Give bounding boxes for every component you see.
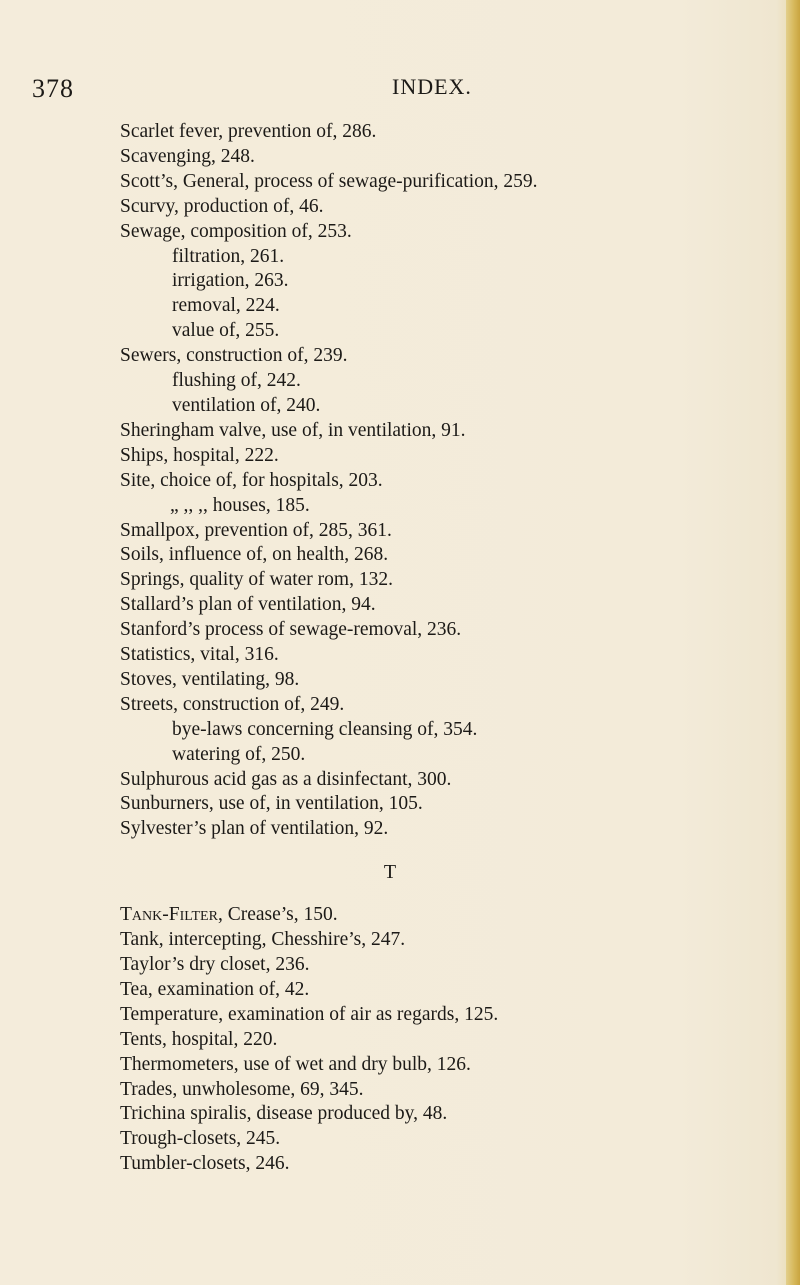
index-entry: Sewers, construction of, 239. — [120, 345, 348, 367]
index-entry: Temperature, examination of air as regards, 125. — [120, 1003, 499, 1025]
index-subentry: flushing of, 242. — [172, 370, 301, 392]
running-head: INDEX. — [392, 74, 472, 99]
index-entry: Tank, intercepting, Chesshire’s, 247. — [120, 929, 406, 951]
index-subentry: filtration, 261. — [172, 245, 285, 267]
index-entry: Sunburners, use of, in ventilation, 105. — [120, 793, 423, 815]
index-entry: Scavenging, 248. — [120, 145, 255, 167]
index-entry: Stanford’s process of sewage-removal, 236. — [120, 619, 462, 641]
index-entry: Tents, hospital, 220. — [120, 1028, 278, 1050]
index-entry: Stallard’s plan of ventilation, 94. — [120, 594, 376, 616]
index-entry: Sulphurous acid gas as a disinfectant, 300. — [120, 768, 452, 790]
index-subentry: irrigation, 263. — [172, 270, 289, 292]
index-entry: Trichina spiralis, disease produced by, 48. — [120, 1103, 448, 1125]
page-header — [0, 74, 800, 104]
index-entry: Smallpox, prevention of, 285, 361. — [120, 519, 392, 541]
index-ditto-entry: „ ,, ,, houses, 185. — [170, 494, 310, 516]
index-entry: Sewage, composition of, 253. — [120, 220, 352, 242]
entry-head-smallcaps: Tank-Filter, — [120, 904, 223, 926]
page-number: 378 — [32, 74, 74, 103]
index-entry — [120, 903, 780, 928]
index-entry: Scott’s, General, process of sewage-purification, 259. — [120, 170, 538, 192]
index-entry: Ships, hospital, 222. — [120, 444, 279, 466]
index-entry: Trades, unwholesome, 69, 345. — [120, 1078, 364, 1100]
index-entry: Trough-closets, 245. — [120, 1128, 281, 1150]
index-subentry: ventilation of, 240. — [172, 394, 321, 416]
index-entry: Sheringham valve, use of, in ventilation, 91. — [120, 419, 466, 441]
index-entry: Tea, examination of, 42. — [120, 978, 310, 1000]
index-entry: Scurvy, production of, 46. — [120, 195, 324, 217]
page-edge — [786, 0, 800, 1285]
index-entry: Site, choice of, for hospitals, 203. — [120, 469, 383, 491]
index-entry: Statistics, vital, 316. — [120, 644, 279, 666]
entry-rest: Crease’s, 150. — [222, 904, 338, 926]
index-entry: Stoves, ventilating, 98. — [120, 668, 300, 690]
index-entry: Springs, quality of water rom, 132. — [120, 569, 393, 591]
index-entry: Scarlet fever, prevention of, 286. — [120, 121, 377, 142]
index-subentry: watering of, 250. — [172, 743, 306, 765]
index-subentry: value of, 255. — [172, 320, 280, 342]
index-subentry: bye-laws concerning cleansing of, 354. — [172, 718, 478, 740]
section-letter: T — [383, 861, 397, 884]
index-subentry: removal, 224. — [172, 295, 280, 317]
index-entries — [120, 120, 780, 1177]
index-entry: Sylvester’s plan of ventilation, 92. — [120, 818, 389, 840]
index-entry: Thermometers, use of wet and dry bulb, 126. — [120, 1053, 471, 1075]
index-entry: Tumbler-closets, 246. — [120, 1153, 290, 1175]
index-entry: Soils, influence of, on health, 268. — [120, 544, 389, 566]
index-entry: Taylor’s dry closet, 236. — [120, 954, 310, 975]
index-entry: Streets, construction of, 249. — [120, 693, 345, 715]
